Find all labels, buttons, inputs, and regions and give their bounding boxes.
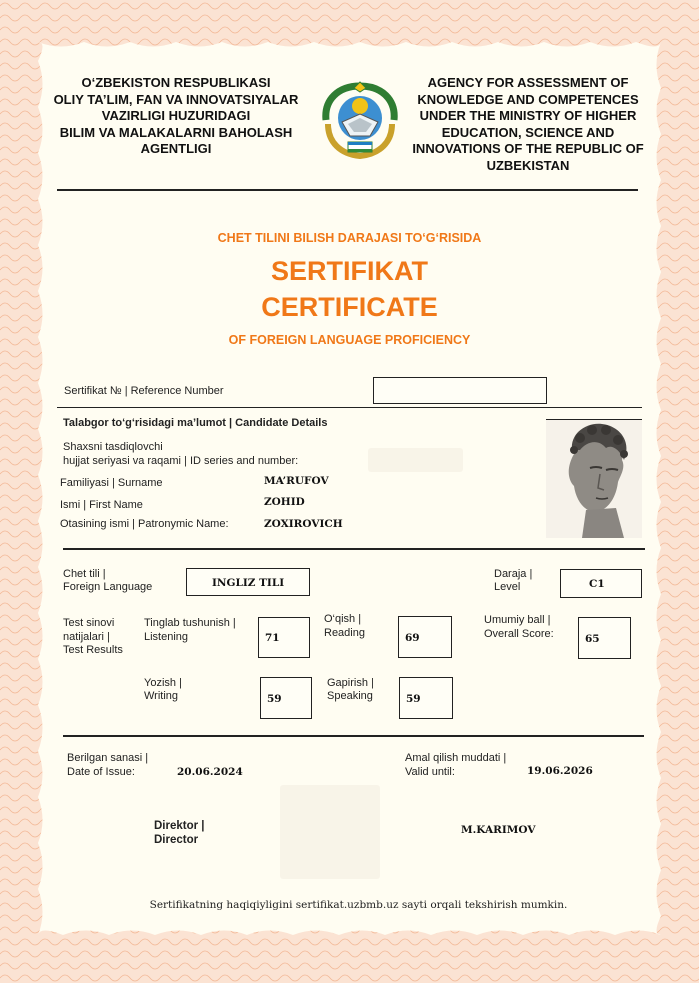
reading-label-1: O‘qish | [324,613,362,625]
title-sub: OF FOREIGN LANGUAGE PROFICIENCY [228,333,471,347]
language-box [186,568,310,596]
speaking-label-2: Speaking [327,690,373,702]
issue-label-2: Date of Issue: [67,766,135,778]
header-left [40,75,312,158]
level-value: C1 [589,578,605,590]
speaking-label-1: Gapirish | [327,677,374,689]
overall-box [578,617,631,659]
writing-label-2: Writing [144,690,179,702]
language-label-1: Chet tili | [63,568,106,580]
reference-label: Sertifikat № | Reference Number [64,385,224,397]
signature-redacted [280,785,380,879]
level-label-2: Level [494,581,521,593]
reading-score: 69 [405,632,420,644]
candidate-section-label: Talabgor to‘g‘risidagi ma’lumot | Candidate Details [63,417,328,429]
director-name: M.KARIMOV [461,824,536,836]
results-label-3: Test Results [63,644,123,656]
header-left-line: OLIY TA’LIM, FAN VA INNOVATSIYALAR [53,91,299,107]
candidate-photo-frame [546,419,642,538]
speaking-score: 59 [406,693,421,705]
reference-number-box [373,377,547,404]
firstname-label: Ismi | First Name [60,499,143,511]
id-label-2: hujjat seriyasi va raqami | ID series and number: [63,455,299,467]
director-label-1: Direktor | [154,820,205,832]
header-left-line: BILIM VA MALAKALARNI BAHOLASH [59,124,293,140]
header-right-line: INNOVATIONS OF THE REPUBLIC OF [412,141,644,156]
header-right-line: UNDER THE MINISTRY OF HIGHER [419,108,637,123]
results-label-2: natijalari | [63,631,110,643]
valid-label-1: Amal qilish muddati | [405,752,507,764]
language-value: INGLIZ TILI [212,577,285,589]
header-right-line: EDUCATION, SCIENCE AND [441,124,615,140]
footer-note: Sertifikatning haqiqiyligini sertifikat.uzbmb.uz sayti orqali tekshirish mumkin. [149,899,568,911]
issue-label-1: Berilgan sanasi | [67,752,149,764]
director-label-2: Director [154,834,199,846]
language-label-2: Foreign Language [63,581,153,593]
section-divider-3 [63,735,644,737]
listening-box [258,617,310,658]
patronymic-value: ZOXIROVICH [264,518,343,530]
id-label-1: Shaxsni tasdiqlovchi [63,441,163,453]
listening-label-1: Tinglab tushunish | [144,617,236,629]
header-divider [57,189,638,191]
id-number-redacted [368,448,463,472]
state-emblem-icon [318,80,402,162]
header-right [402,75,654,174]
level-box [560,569,642,598]
listening-score: 71 [265,632,280,644]
patronymic-label: Otasining ismi | Patronymic Name: [60,518,229,530]
level-label-1: Daraja | [494,568,533,580]
writing-box [260,677,312,719]
results-label-1: Test sinovi [63,617,115,629]
reading-box [398,616,452,658]
firstname-value: ZOHID [264,496,305,508]
title-certificate: CERTIFICATE [261,292,438,322]
overall-label-2: Overall Score: [484,628,554,640]
header-left-line: VAZIRLIGI HUZURIDAGI [101,108,251,123]
title-pre: CHET TILINI BILISH DARAJASI TO‘G‘RISIDA [217,231,482,245]
listening-label-2: Listening [144,631,189,643]
issue-date: 20.06.2024 [177,766,243,778]
valid-date: 19.06.2026 [527,765,593,777]
title-sertifikat: SERTIFIKAT [271,256,428,286]
candidate-photo [546,420,642,538]
valid-label-2: Valid until: [405,766,455,778]
speaking-box [399,677,453,719]
header-left-line: O‘ZBEKISTON RESPUBLIKASI [81,75,271,90]
writing-score: 59 [267,693,282,705]
header-right-line: KNOWLEDGE AND COMPETENCES [417,91,639,107]
section-divider-2 [63,548,645,550]
overall-label-1: Umumiy ball | [484,614,551,626]
reading-label-2: Reading [324,627,365,639]
surname-label: Familiyasi | Surname [60,477,163,489]
surname-value: MA’RUFOV [264,475,329,487]
header-left-line: AGENTLIGI [140,141,212,156]
header-right-line: AGENCY FOR ASSESSMENT OF [427,75,629,90]
overall-score: 65 [585,633,600,645]
writing-label-1: Yozish | [144,677,182,689]
header-right-line: UZBEKISTAN [486,157,570,173]
section-divider-1 [57,407,642,408]
